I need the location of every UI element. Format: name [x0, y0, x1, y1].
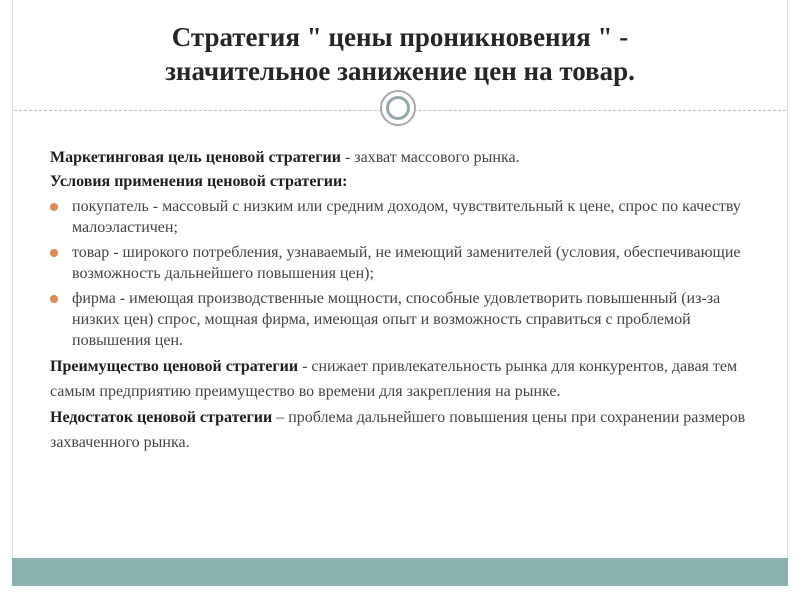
- goal-label: Маркетинговая цель ценовой стратегии: [50, 149, 341, 166]
- list-item: [50, 242, 770, 284]
- conditions-list: [50, 196, 770, 351]
- advantage-label: Преимущество ценовой стратегии: [50, 358, 299, 375]
- list-item: [50, 196, 770, 238]
- list-item: [50, 288, 770, 351]
- advantage-paragraph: [50, 355, 770, 404]
- bullet-dot-icon: [50, 295, 58, 303]
- bullet-dot-icon: [50, 203, 58, 211]
- goal-text: - захват массового рынка.: [340, 149, 520, 166]
- list-item-text: фирма - имеющая производственные мощности, способные удовлетворить повышенный (из-за низких цен) спрос, мощная фирма, имеющая опыт и возможность справиться с проблемой повышения цен.: [72, 290, 721, 349]
- bottom-bar: [12, 558, 788, 586]
- goal-paragraph: [50, 146, 770, 170]
- title-line-1: Стратегия " цены проникновения " -: [171, 22, 629, 52]
- list-item-text: покупатель - массовый с низким или средним доходом, чувствительный к цене, спрос по качеству малоэластичен;: [72, 198, 741, 236]
- conditions-heading: [50, 170, 770, 194]
- slide-title: [0, 20, 800, 88]
- list-item-text: товар - широкого потребления, узнаваемый, не имеющий заменителей (условия, обеспечивающие возможность дальнейшего повышения цен);: [72, 244, 741, 282]
- bullet-dot-icon: [50, 249, 58, 257]
- conditions-heading-text: Условия применения ценовой стратегии:: [50, 173, 348, 190]
- disadvantage-paragraph: [50, 406, 770, 455]
- disadvantage-text: – проблема дальнейшего повышения цены при сохранении размеров захваченного рынка.: [50, 409, 746, 451]
- slide-body: [50, 146, 770, 455]
- disadvantage-label: Недостаток ценовой стратегии: [50, 409, 273, 426]
- advantage-text: - снижает привлекательность рынка для конкурентов, давая тем самым предприятию преимущество во времени для закрепления на рынке.: [50, 358, 738, 400]
- divider-ornament: [380, 90, 416, 126]
- title-line-2: значительное занижение цен на товар.: [165, 56, 635, 86]
